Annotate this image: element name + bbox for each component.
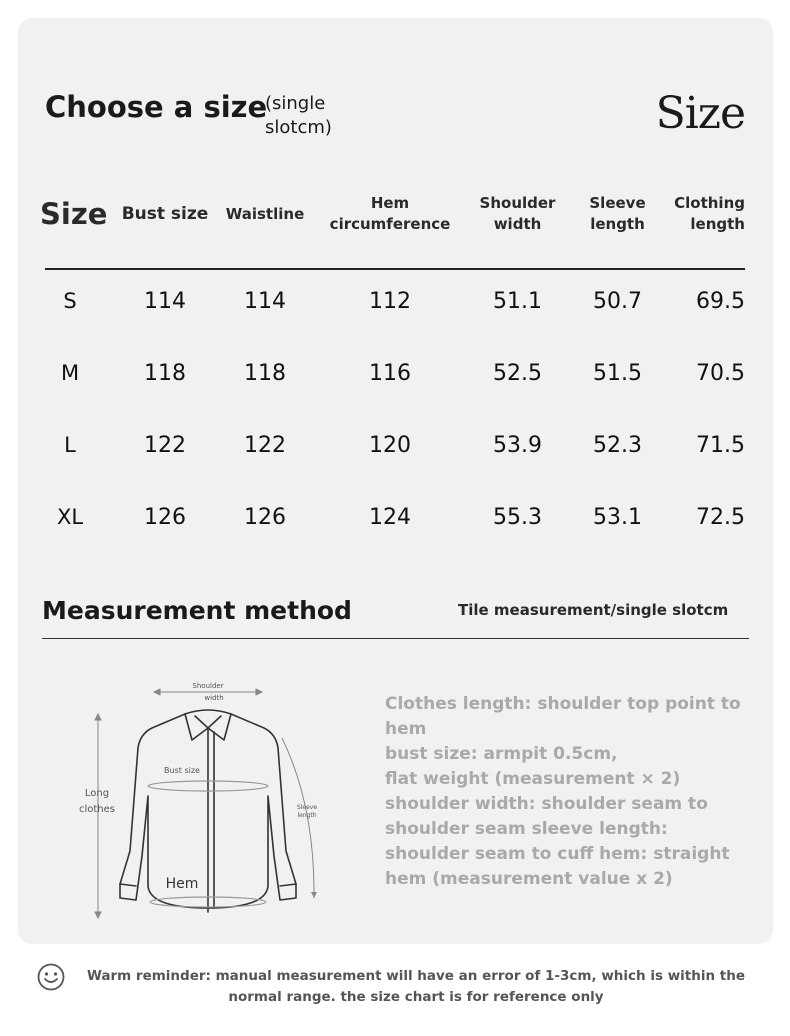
shoulder-width-label: Shoulder (192, 682, 224, 690)
table-cell: S (63, 289, 77, 313)
table-cell: 116 (369, 360, 411, 386)
shirt-diagram (70, 676, 330, 926)
size-table (30, 185, 755, 553)
footer-line1: Warm reminder: manual measurement will have an error of 1-3cm, which is within the (86, 968, 746, 984)
table-cell: 51.5 (593, 360, 642, 386)
table-cell: 114 (244, 288, 286, 314)
method-title: Measurement method (42, 596, 352, 625)
description-line: bust size: armpit 0.5cm, (385, 744, 618, 764)
table-cell: 70.5 (696, 360, 745, 386)
table-cell: 124 (369, 504, 411, 530)
table-cell: 55.3 (493, 504, 542, 530)
page-title: Choose a size (45, 90, 268, 124)
column-header-waist: Waistline (225, 204, 305, 223)
table-cell: 50.7 (593, 288, 642, 314)
description-line: hem (385, 719, 427, 739)
page-subtitle-line1: (single (265, 93, 326, 114)
footer-line2: normal range. the size chart is for reference only (228, 989, 604, 1005)
table-cell: 120 (369, 432, 411, 458)
table-cell: 126 (244, 504, 286, 530)
column-header-hem: Hem circumference (329, 194, 451, 233)
svg-text:clothes: clothes (78, 804, 116, 815)
column-header-shoulder: Shoulder width (479, 194, 556, 233)
table-row (30, 409, 755, 481)
table-row (30, 481, 755, 553)
smiley-icon (36, 962, 66, 992)
column-header-size: Size (40, 196, 108, 231)
column-header-bust: Bust size (121, 203, 209, 224)
page-subtitle-line2: slotcm) (265, 117, 332, 138)
svg-text:width: width (204, 694, 224, 702)
title-row (45, 90, 745, 150)
hem-label: Hem (165, 876, 199, 892)
table-cell: 71.5 (696, 432, 745, 458)
measurement-description (385, 692, 745, 892)
table-cell: 122 (144, 432, 186, 458)
table-cell: 114 (144, 288, 186, 314)
footer-reminder (36, 962, 756, 1012)
table-header-divider (45, 268, 745, 270)
table-cell: 51.1 (493, 288, 542, 314)
sleeve-length-label: Sleeve (296, 804, 318, 811)
table-row (30, 337, 755, 409)
svg-text:length: length (297, 812, 317, 819)
table-cell: L (64, 433, 76, 457)
size-logo: Size (655, 88, 745, 139)
table-cell: 118 (244, 360, 286, 386)
table-cell: 72.5 (696, 504, 745, 530)
table-cell: 112 (369, 288, 411, 314)
table-cell: 122 (244, 432, 286, 458)
method-divider (42, 638, 749, 639)
description-line: hem (measurement value x 2) (385, 869, 673, 889)
table-row (30, 265, 755, 337)
table-cell: 53.9 (493, 432, 542, 458)
description-line: shoulder seam to cuff hem: straight (385, 844, 730, 864)
footer-text (76, 966, 756, 1008)
method-subtitle: Tile measurement/single slotcm (458, 601, 729, 619)
table-cell: XL (56, 505, 84, 529)
table-cell: 52.3 (593, 432, 642, 458)
description-line: flat weight (measurement × 2) (385, 769, 681, 789)
table-cell: 69.5 (696, 288, 745, 314)
size-table-header (30, 185, 755, 243)
table-cell: 53.1 (593, 504, 642, 530)
table-cell: 52.5 (493, 360, 542, 386)
column-header-clothing: Clothing length (674, 194, 745, 233)
description-line: shoulder seam sleeve length: (385, 819, 668, 839)
page-subtitle (265, 92, 375, 140)
table-cell: M (60, 361, 80, 385)
description-line: shoulder width: shoulder seam to (385, 794, 708, 814)
table-cell: 126 (144, 504, 186, 530)
long-clothes-label: Long (84, 788, 110, 799)
description-line: Clothes length: shoulder top point to (385, 694, 741, 714)
table-cell: 118 (144, 360, 186, 386)
bust-size-label: Bust size (164, 766, 200, 775)
column-header-sleeve: Sleeve length (589, 194, 646, 233)
